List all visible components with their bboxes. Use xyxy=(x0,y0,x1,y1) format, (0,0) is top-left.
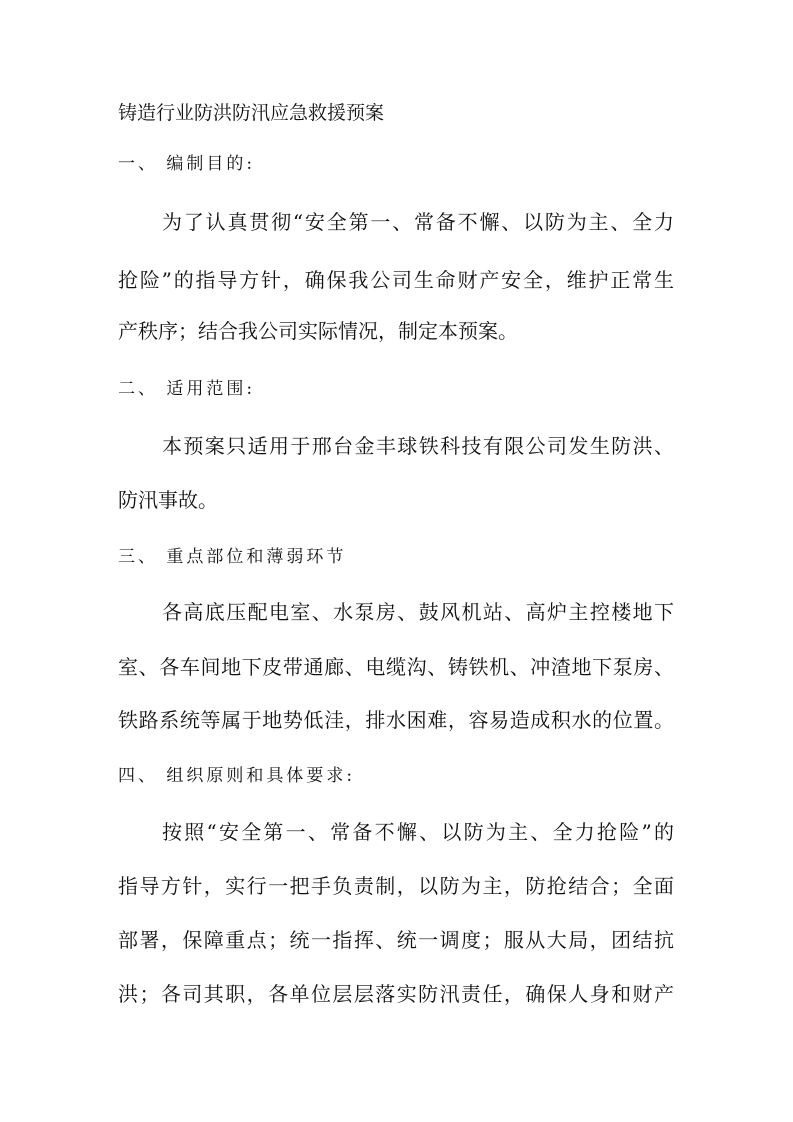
paragraph-line: 抢险”的指导方针，确保我公司生命财产安全，维护正常生 xyxy=(118,268,674,292)
paragraph-line: 洪；各司其职，各单位层层落实防汛责任，确保人身和财产 xyxy=(118,982,674,1006)
paragraph-line: 指导方针，实行一把手负责制，以防为主，防抢结合；全面 xyxy=(118,874,674,898)
paragraph-line: 室、各车间地下皮带通廊、电缆沟、铸铁机、冲渣地下泵房、 xyxy=(118,655,674,679)
section-heading-key-areas: 三、 重点部位和薄弱环节 xyxy=(118,547,347,567)
paragraph-line: 防汛事故。 xyxy=(118,488,218,512)
paragraph-line: 铁路系统等属于地势低洼，排水困难，容易造成积水的位置。 xyxy=(118,708,674,732)
section-heading-scope: 二、 适用范围: xyxy=(118,379,256,399)
paragraph-line: 各高底压配电室、水泵房、鼓风机站、高炉主控楼地下 xyxy=(162,600,674,624)
paragraph-line: 按照“安全第一、常备不懈、以防为主、全力抢险”的 xyxy=(162,820,674,844)
paragraph-line: 本预案只适用于邢台金丰球铁科技有限公司发生防洪、 xyxy=(162,434,674,458)
document-title: 铸造行业防洪防汛应急救援预案 xyxy=(118,102,385,124)
paragraph-line: 产秩序；结合我公司实际情况，制定本预案。 xyxy=(118,319,518,343)
paragraph-line: 部署，保障重点；统一指挥、统一调度；服从大局，团结抗 xyxy=(118,928,674,952)
section-heading-purpose: 一、 编制目的: xyxy=(118,154,256,174)
paragraph-line: 为了认真贯彻“安全第一、常备不懈、以防为主、全力 xyxy=(162,210,674,234)
section-heading-principles: 四、 组织原则和具体要求: xyxy=(118,766,356,786)
